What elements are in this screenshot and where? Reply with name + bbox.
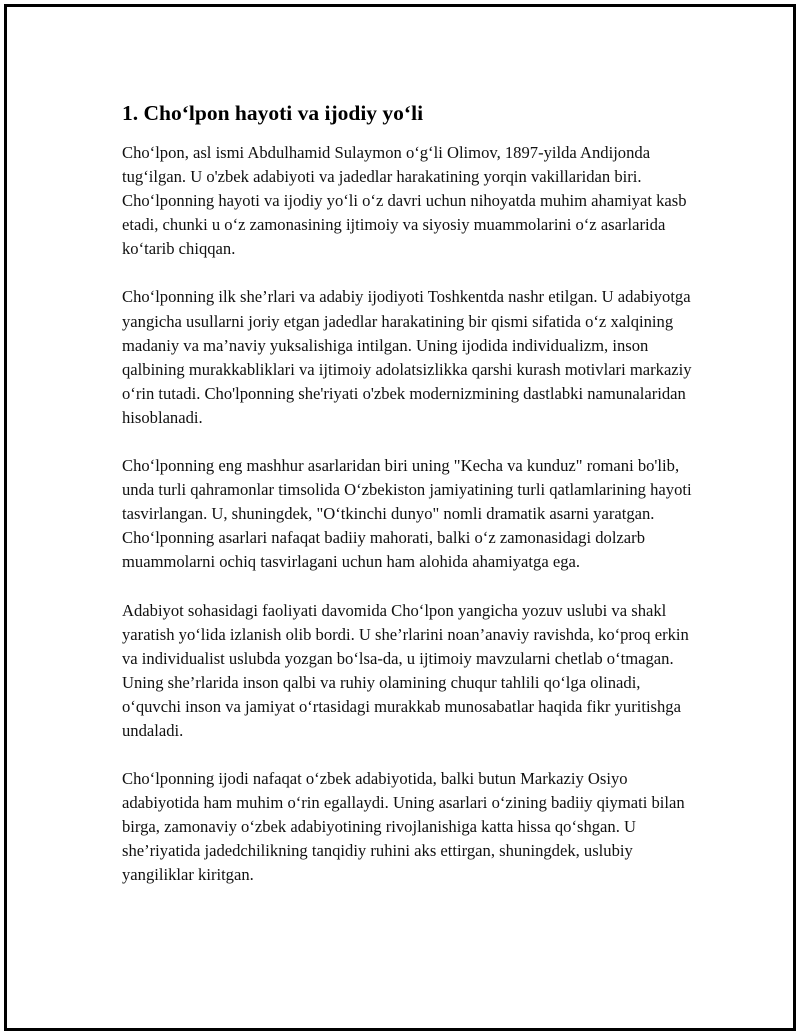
paragraph-4: Adabiyot sohasidagi faoliyati davomida Cho‘lpon yangicha yozuv uslubi va shakl yaratish yo‘lida izlanish olib bordi. U she’rlarini noan’anaviy ravishda, ko‘proq erkin va individualist uslubda yozgan bo‘lsa-da, u ijtimoiy mavzularni chetlab o‘tmagan. Uning she’rlarida inson qalbi va ruhiy olamining chuqur tahlili qo‘lga olinadi, o‘quvchi inson va jamiyat o‘rtasidagi murakkab munosabatlar haqida fikr yuritishga undaladi. — [122, 600, 689, 740]
paragraph-3: Cho‘lponning eng mashhur asarlaridan biri uning "Kecha va kunduz" romani bo'lib, unda turli qahramonlar timsolida O‘zbekiston jamiyatining turli qatlamlarining hayoti tasvirlangan. U, shuningdek, "O‘tkinchi dunyo" nomli dramatik asarni yaratgan. Cho‘lponning asarlari nafaqat badiiy mahorati, balki o‘z zamonasidagi dolzarb muammolarni ochiq tasvirlagani uchun ham alohida ahamiyatga ega. — [122, 456, 692, 572]
page-frame — [4, 4, 796, 1031]
section-heading: 1. Cho‘lpon hayoti va ijodiy yo‘li — [122, 101, 424, 125]
paragraph-2: Cho‘lponning ilk she’rlari va adabiy ijodiyoti Toshkentda nashr etilgan. U adabiyotga yangicha usullarni joriy etgan jadedlar harakatining bir qismi sifatida o‘z xalqining madaniy va ma’naviy yuksalishiga intilgan. Uning ijodida individualizm, inson qalbining murakkabliklari va ijtimoiy adolatsizlikka qarshi kurash motivlari markaziy o‘rin tutadi. Cho'lponning she'riyati o'zbek modernizmining dastlabki namunalaridan hisoblanadi. — [122, 287, 692, 427]
paragraph-5: Cho‘lponning ijodi nafaqat o‘zbek adabiyotida, balki butun Markaziy Osiyo adabiyotida ham muhim o‘rin egallaydi. Uning asarlari o‘zining badiiy qiymati bilan birga, zamonaviy o‘zbek adabiyotining rivojlanishiga katta hissa qo‘shgan. U she’riyatida jadedchilikning tanqidiy ruhini aks ettirgan, shuningdek, uslubiy yangiliklar kiritgan. — [122, 769, 685, 885]
paragraph-1: Cho‘lpon, asl ismi Abdulhamid Sulaymon o‘g‘li Olimov, 1897-yilda Andijonda tug‘ilgan. U o'zbek adabiyoti va jadedlar harakatining yorqin vakillaridan biri. Cho‘lponning hayoti va ijodiy yo‘li o‘z davri uchun nihoyatda muhim ahamiyat kasb etadi, chunki u o‘z zamonasining ijtimoiy va siyosiy muammolarini o‘z asarlarida ko‘tarib chiqqan. — [122, 143, 687, 259]
document-body — [122, 99, 702, 912]
